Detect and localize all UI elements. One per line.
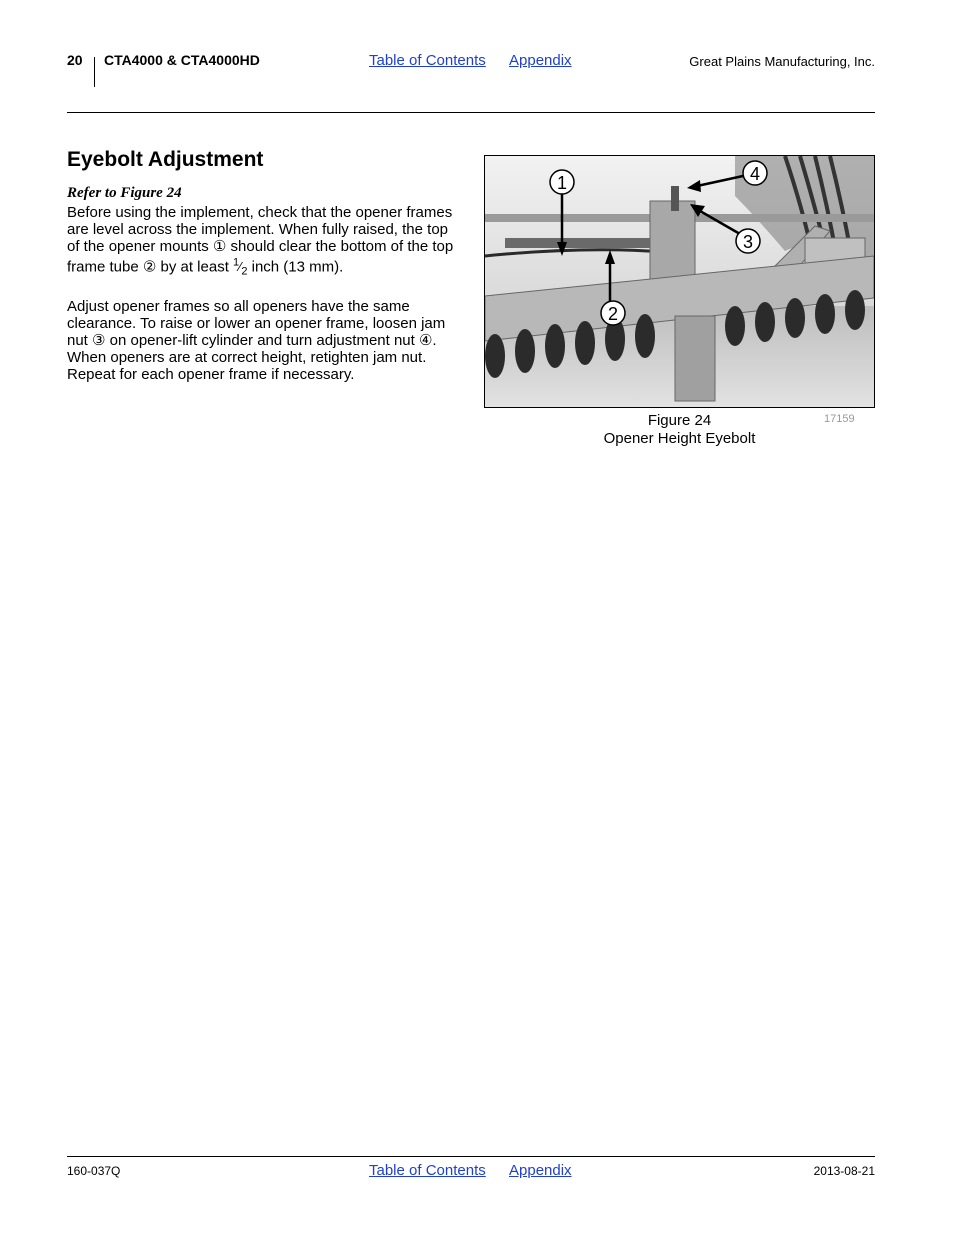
page-number: 20 (67, 52, 83, 68)
paragraph-1-tail: inch (13 mm). (247, 258, 344, 276)
figure-caption-title: Opener Height Eyebolt (603, 430, 756, 447)
document-number: 160-037Q (67, 1164, 121, 1178)
paragraph-2: Adjust opener frames so all openers have the same clearance. To raise or lower an opener frame, loosen jam nut ③ on opener-lift cylinder and turn adjustment nut ④. When openers are at correct height, retighten jam nut. Repeat for each opener frame if necessary. (67, 298, 446, 383)
footer-toc-link[interactable]: Table of Contents (369, 1162, 486, 1179)
paragraph-1 (67, 204, 459, 281)
callout-4-label: 4 (749, 164, 761, 184)
header-appendix-link[interactable]: Appendix (509, 52, 572, 69)
figure-image-id: 17159 (824, 413, 855, 425)
company-name: Great Plains Manufacturing, Inc. (689, 54, 875, 69)
footer-appendix-link[interactable]: Appendix (509, 1162, 572, 1179)
callout-1-label: 1 (556, 173, 568, 193)
opener-photo-illustration (485, 156, 874, 407)
section-title: Eyebolt Adjustment (67, 148, 264, 171)
fraction-half: $^1⁄_2$ (233, 257, 248, 278)
model-title: CTA4000 & CTA4000HD (104, 52, 260, 68)
callout-3-label: 3 (742, 232, 754, 252)
paragraph-1-text: Before using the implement, check that the opener frames are level across the implement. When fully raised, the top of the opener mounts ① should clear the bottom of the top frame tube ② by at least (67, 204, 454, 276)
figure-reference: Refer to Figure 24 (67, 185, 182, 201)
header-toc-link[interactable]: Table of Contents (369, 52, 486, 69)
header-rule (67, 112, 875, 113)
fraction-denominator: 2 (241, 265, 248, 278)
fraction-numerator: 1 (233, 257, 240, 269)
header-divider (94, 57, 95, 87)
publication-date: 2013-08-21 (813, 1164, 875, 1178)
figure-caption-number: Figure 24 (647, 412, 712, 429)
callout-2-label: 2 (607, 304, 619, 324)
footer-rule (67, 1156, 875, 1157)
figure-24-photo (484, 155, 875, 408)
